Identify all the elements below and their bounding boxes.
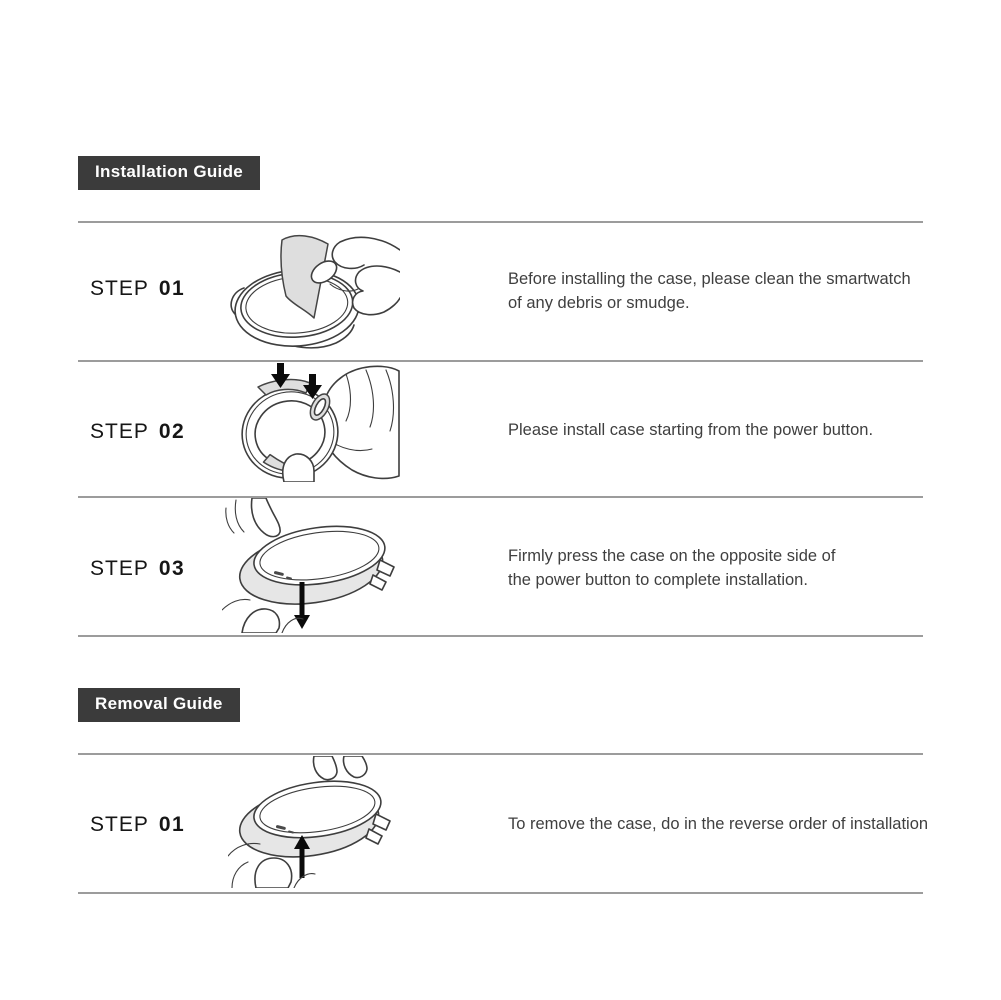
installation-guide-header [78, 156, 260, 190]
install-step-2-description [508, 419, 873, 443]
install-step-3-label: STEP 03 [90, 557, 186, 580]
divider [78, 221, 923, 223]
watch-with-case [234, 774, 387, 865]
watch-cleaning-illustration [230, 228, 400, 358]
description-line: To remove the case, do in the reverse order of installation [508, 815, 929, 833]
divider [78, 360, 923, 362]
description-line: the power button to complete installation. [508, 570, 808, 589]
removal-guide-title: Removal Guide [95, 694, 223, 713]
watch-lug [373, 814, 390, 830]
pointing-finger [226, 498, 280, 537]
watch-lug [377, 560, 394, 576]
case-install-illustration [228, 361, 400, 482]
removal-step-1-description [508, 813, 928, 837]
install-step-1-description [508, 268, 911, 315]
description-line: of any debris or smudge. [508, 293, 690, 312]
watch-lug [370, 575, 386, 590]
divider [78, 753, 923, 755]
install-step-1-label: STEP 01 [90, 277, 186, 300]
watch-with-case [234, 519, 391, 613]
description-line: Before installing the case, please clean the smartwatch [508, 270, 911, 288]
divider [78, 635, 923, 637]
thumb [283, 454, 314, 482]
description-line: Please install case starting from the power button. [508, 421, 874, 439]
case-press-illustration [222, 498, 397, 633]
install-step-2-label: STEP 02 [90, 420, 186, 443]
install-step-3-description [508, 545, 835, 592]
watch-lug [366, 829, 382, 844]
removal-step-1-label: STEP 01 [90, 813, 186, 836]
fingertips [313, 756, 367, 780]
divider [78, 892, 923, 894]
installation-guide-title: Installation Guide [95, 162, 244, 181]
case-removal-illustration [228, 756, 393, 888]
divider [78, 496, 923, 498]
description-line: Firmly press the case on the opposite side of [508, 547, 836, 565]
removal-guide-header [78, 688, 240, 722]
